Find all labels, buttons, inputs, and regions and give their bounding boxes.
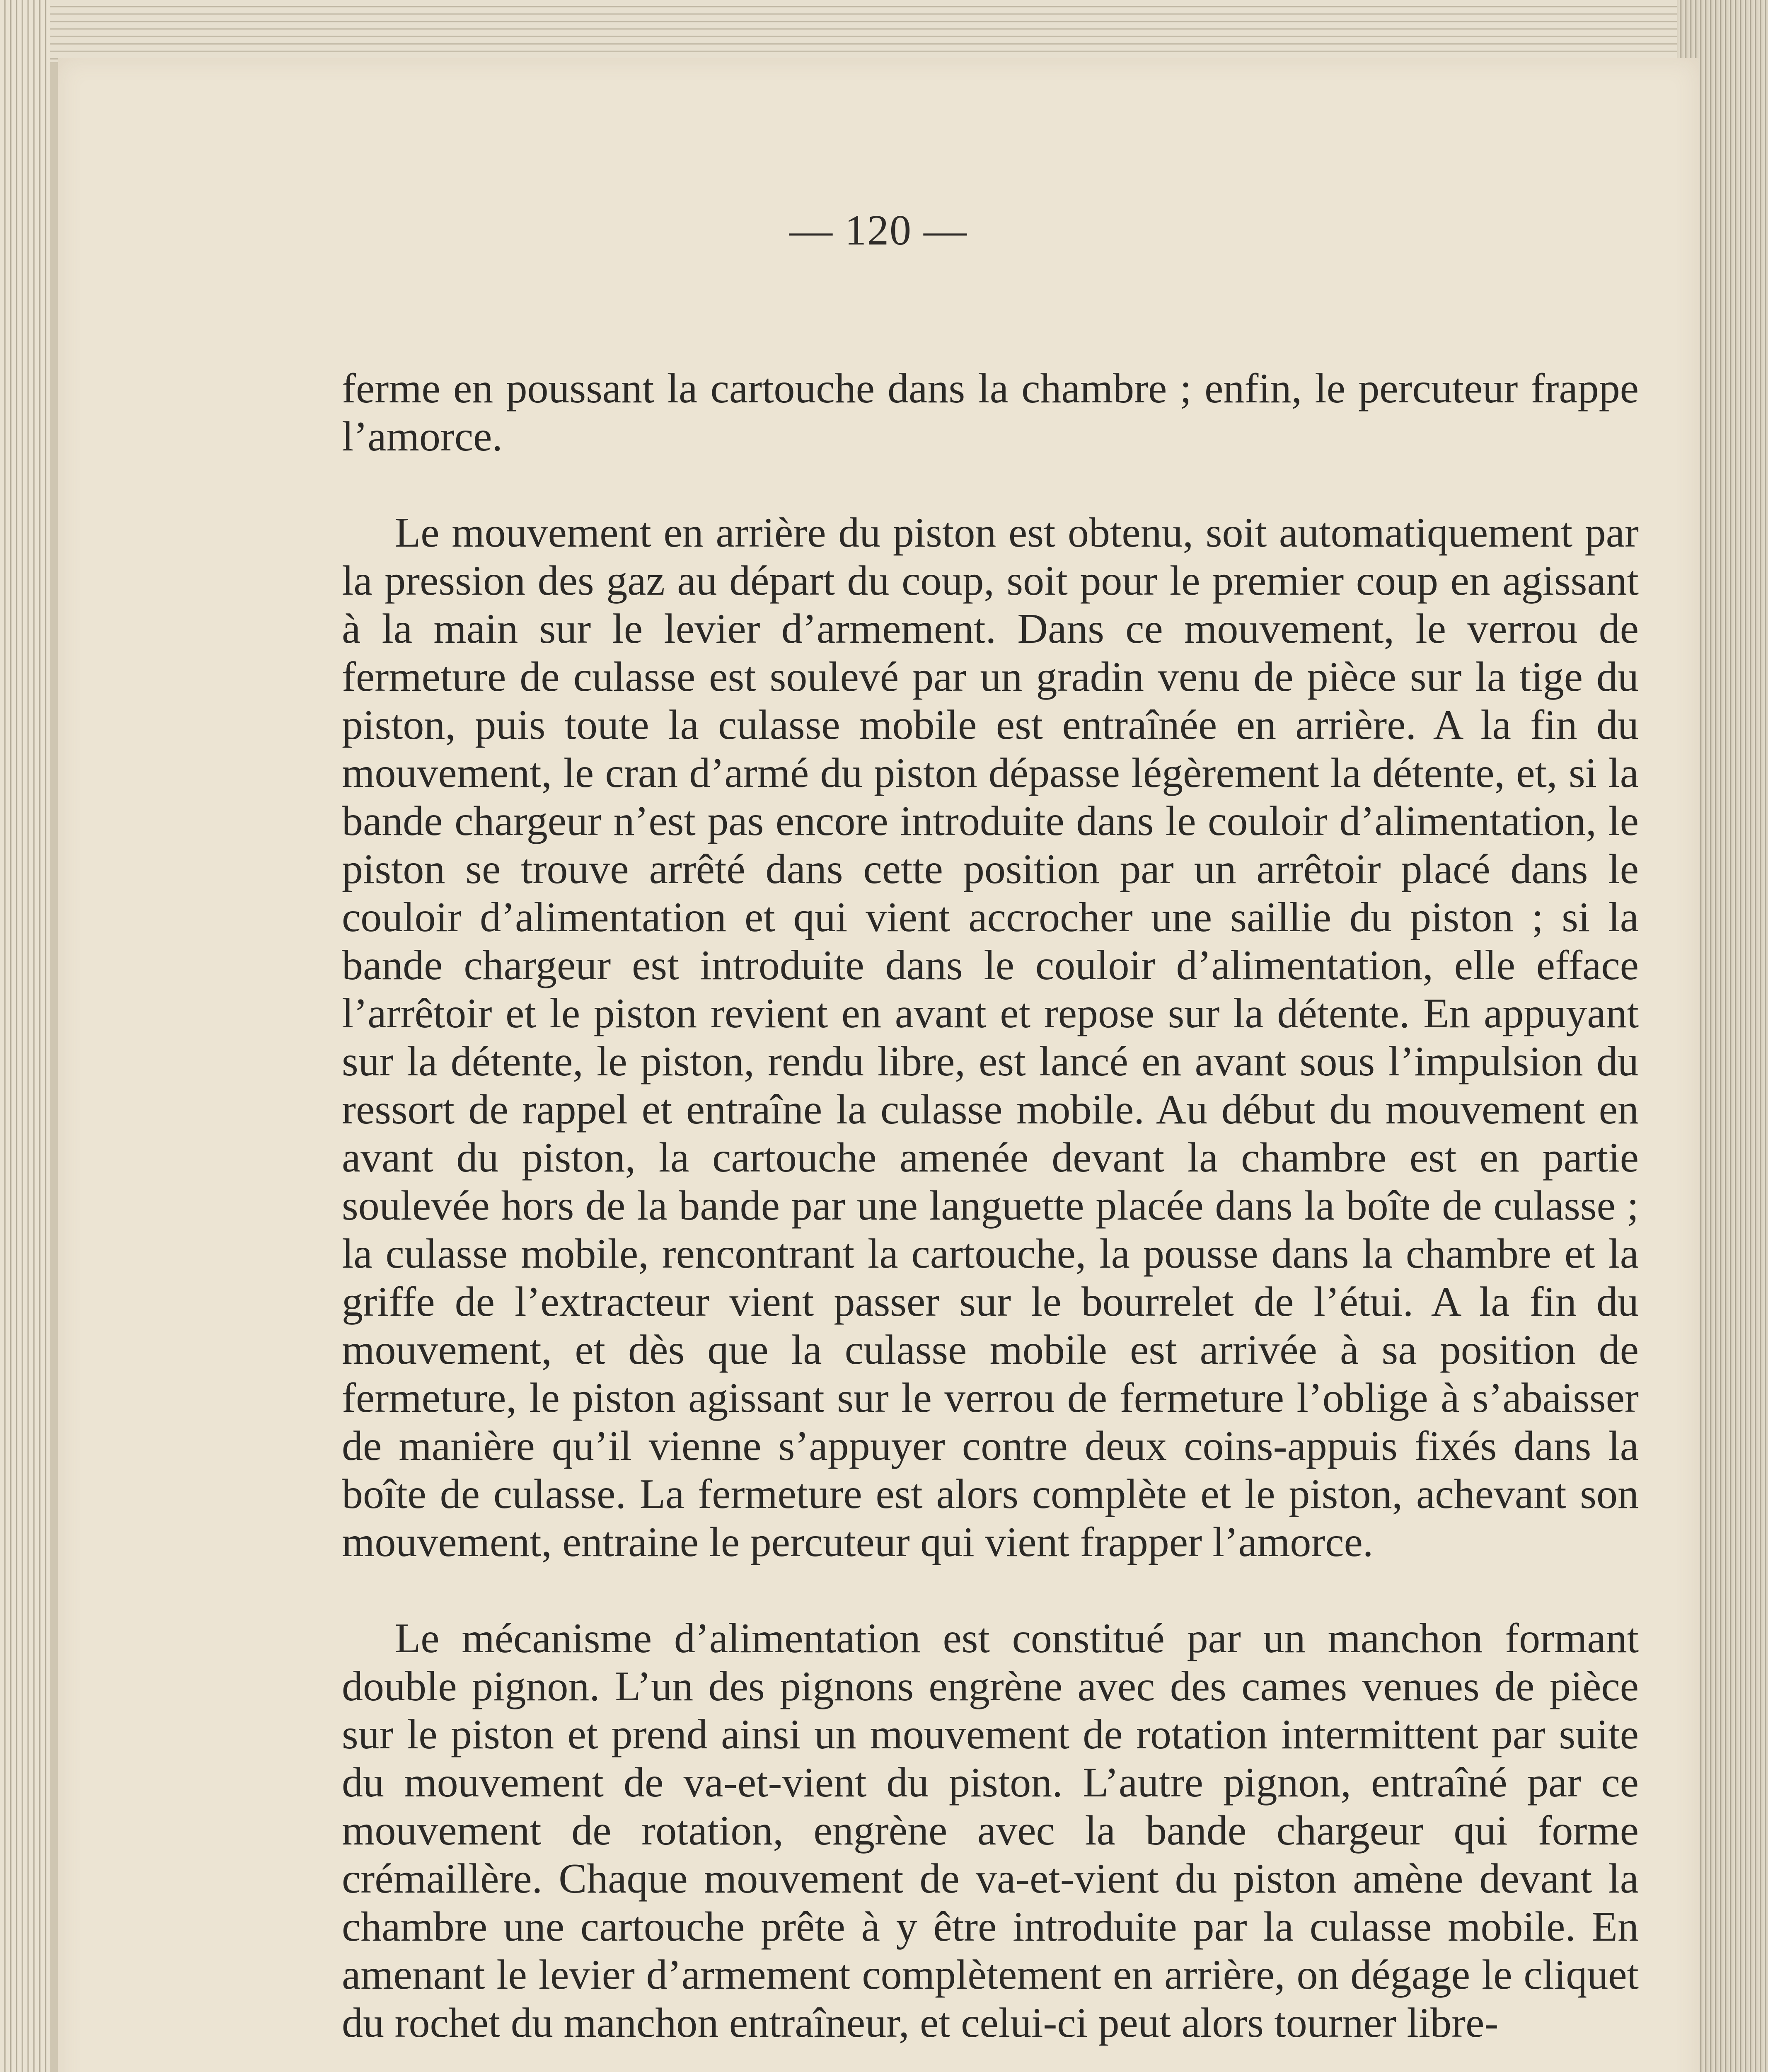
page-stack-left-edge xyxy=(0,0,50,2072)
page-number: — 120 — xyxy=(789,206,967,254)
paragraph-feed-mechanism: Le mécanisme d’alimentation est constitué par un manchon formant double pignon. L’un des pignons engrène avec des cames venues de pièce sur le piston et prend ainsi un mouvement de rotation intermittent par suite du mouvement de va-et-vient du piston. L’autre pignon, entraîné par ce mouvement de rotation, engrène avec la bande chargeur qui forme crémaillère. Chaque mouvement de va-et-vient du piston amène devant la chambre une cartouche prête à y être introduite par la culasse mobile. En amenant le levier d’armement complètement en arrière, on dégage le cliquet du rochet du manchon entraîneur, et celui-ci peut alors tourner libre- xyxy=(342,1615,1639,2046)
paragraph-piston-movement: Le mouvement en arrière du piston est obtenu, soit automatiquement par la pression des gaz au départ du coup, soit pour le premier coup en agissant à la main sur le levier d’armement. Dans ce mouvement, le verrou de fermeture de culasse est soulevé par un gradin venu de pièce sur la tige du piston, puis toute la culasse mobile est entraînée en arrière. A la fin du mouvement, le cran d’armé du piston dépasse légèrement la détente, et, si la bande chargeur n’est pas encore introduite dans le couloir d’alimentation, le piston se trouve arrêté dans cette position par un arrêtoir placé dans le couloir d’alimentation et qui vient accrocher une saillie du piston ; si la bande chargeur est introduite dans le couloir d’alimentation, elle efface l’arrêtoir et le piston revient en avant et repose sur la détente. En appuyant sur la détente, le piston, rendu libre, est lancé en avant sous l’impulsion du ressort de rappel et entraîne la culasse mobile. Au début du mouvement en avant du piston, la cartouche amenée devant la chambre est en partie soulevée hors de la bande par une languette placée dans la boîte de culasse ; la culasse mobile, rencontrant la cartouche, la pousse dans la chambre et la griffe de l’extracteur vient passer sur le bourrelet de l’étui. A la fin du mouvement, et dès que la culasse mobile est arrivée à sa position de fermeture, le piston agissant sur le verrou de fermeture l’oblige à s’abaisser de manière qu’il vienne s’appuyer contre deux coins-appuis fixés dans la boîte de culasse. La fermeture est alors complète et le piston, achevant son mouvement, entraine le percuteur qui vient frapper l’amorce. xyxy=(342,509,1639,1566)
paragraph-continuation: ferme en poussant la cartouche dans la chambre ; enfin, le percuteur frappe l’amorce. xyxy=(342,365,1639,460)
body-text xyxy=(342,365,1639,2047)
page-sheet xyxy=(58,58,1699,2072)
page-stack-top-edge xyxy=(0,0,1768,62)
